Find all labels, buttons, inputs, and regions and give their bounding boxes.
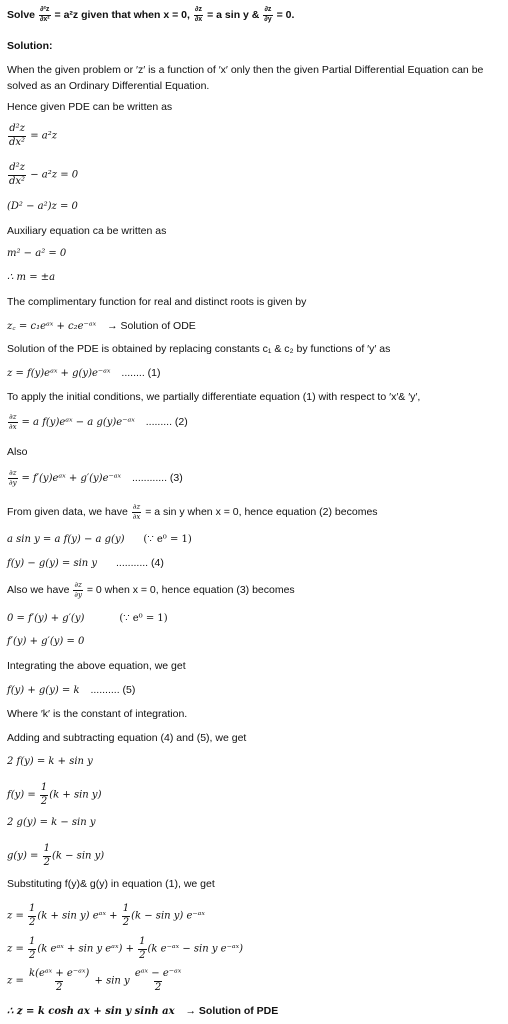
initial-conditions-text: To apply the initial conditions, we partially differentiate equation (1) with respect to ′x′& ′y′, xyxy=(7,391,421,403)
adding-text: Adding and subtracting equation (4) and (5), we get xyxy=(7,732,247,744)
zero-equation: 0 = f′(y) + g′(y) (∵ e⁰ = 1) xyxy=(7,613,168,624)
z-expansion-3: z = $\frac{\text{k(eᵃˣ + e⁻ᵃˣ)}}{2}$ + sin y $\frac{\text{eᵃˣ − e⁻ᵃˣ}}{2}$ xyxy=(7,968,182,993)
solution-heading: Solution: xyxy=(7,40,53,52)
integrating-text: Integrating the above equation, we get xyxy=(7,660,186,672)
f-solution: f(y) = $\frac{1}{2}$ (k + sin y) xyxy=(7,782,102,807)
equation-5: f(y) + g(y) = k .......... (5) xyxy=(7,684,136,696)
equation-4: f(y) − g(y) = sin y ........... (4) xyxy=(7,557,164,569)
derivative-sum-equation: f′(y) + g′(y) = 0 xyxy=(7,636,85,647)
solve-label: Solve xyxy=(7,9,36,22)
intro-paragraph: When the given problem or ′z′ is a function of ′x′ only then the given Partial Differential Equation can be solved as an Ordinary Differential Equation. xyxy=(7,64,484,93)
also-text: Also xyxy=(7,446,28,458)
given-data-1: From given data, we have $\frac{\partial z}{\partial x}$ = a sin y when x = 0, hence equation (2) becomes xyxy=(7,503,378,521)
two-f-equation: 2 f(y) = k + sin y xyxy=(7,756,93,767)
aux-text: Auxiliary equation ca be written as xyxy=(7,225,167,237)
ode-equation-2: $\frac{\text{d²z}}{\text{dx²}}$ − a²z = 0 xyxy=(9,162,79,187)
equation-3: $\frac{\partial z}{\partial y}$ = f′(y)eᵃˣ + g′(y)e⁻ᵃˣ ............ (3) xyxy=(9,469,183,487)
cf-equation: z꜀ = c₁eᵃˣ + c₂e⁻ᵃˣ → Solution of ODE xyxy=(7,320,196,332)
given-data-2: Also we have $\frac{\partial z}{\partial y}$ = 0 when x = 0, hence equation (3) becomes xyxy=(7,581,295,599)
z-expansion-1: z = $\frac{1}{2}$ (k + sin y) eᵃˣ + $\frac{1}{2}$ (k − sin y) e⁻ᵃˣ xyxy=(7,903,205,928)
substituting-text: Substituting f(y)& g(y) in equation (1), we get xyxy=(7,878,215,890)
cf-text: The complimentary function for real and distinct roots is given by xyxy=(7,296,307,308)
aux-equation: m² − a² = 0 xyxy=(7,248,67,259)
two-g-equation: 2 g(y) = k − sin y xyxy=(7,817,96,828)
asin-equation: a sin y = a f(y) − a g(y) (∵ e⁰ = 1) xyxy=(7,534,192,545)
ode-equation-1: $\frac{\text{d²z}}{\text{dx²}}$ = a²z xyxy=(9,123,58,148)
where-text: Where ′k′ is the constant of integration. xyxy=(7,708,188,720)
second-partial-fraction: $\frac{\text{∂²z}}{\text{∂x²}}$ xyxy=(39,6,50,23)
equation-2: $\frac{\partial z}{\partial x}$ = a f(y)eᵃˣ − a g(y)e⁻ᵃˣ ......... (2) xyxy=(9,413,188,431)
dz-dy-fraction: $\frac{\partial z}{\partial y}$ xyxy=(264,6,272,23)
z-expansion-2: z = $\frac{1}{2}$ (k eᵃˣ + sin y eᵃˣ) + $\frac{1}{2}$ (k e⁻ᵃˣ − sin y e⁻ᵃˣ) xyxy=(7,936,244,961)
problem-statement: Solve $\frac{\text{∂²z}}{\text{∂x²}}$ = a²z given that when x = 0, $\frac{\partial z}{\partial x}$ = a sin y & $\frac{\partial z}{\partial y}$ = 0. xyxy=(7,6,295,23)
g-solution: g(y) = $\frac{1}{2}$ (k − sin y) xyxy=(7,843,105,868)
replace-text: Solution of the PDE is obtained by replacing constants c₁ & c₂ by functions of ′y′ as xyxy=(7,343,391,355)
operator-equation: (D² − a²)z = 0 xyxy=(7,201,78,212)
hence-pde-text: Hence given PDE can be written as xyxy=(7,101,173,113)
final-solution: ∴ z = k cosh ax + sin y sinh ax → Solution of PDE xyxy=(7,1005,279,1017)
equation-1: z = f(y)eᵃˣ + g(y)e⁻ᵃˣ ........ (1) xyxy=(7,367,161,379)
roots-equation: ∴ m = ±a xyxy=(7,272,56,283)
dz-dx-fraction: $\frac{\partial z}{\partial x}$ xyxy=(194,6,203,23)
